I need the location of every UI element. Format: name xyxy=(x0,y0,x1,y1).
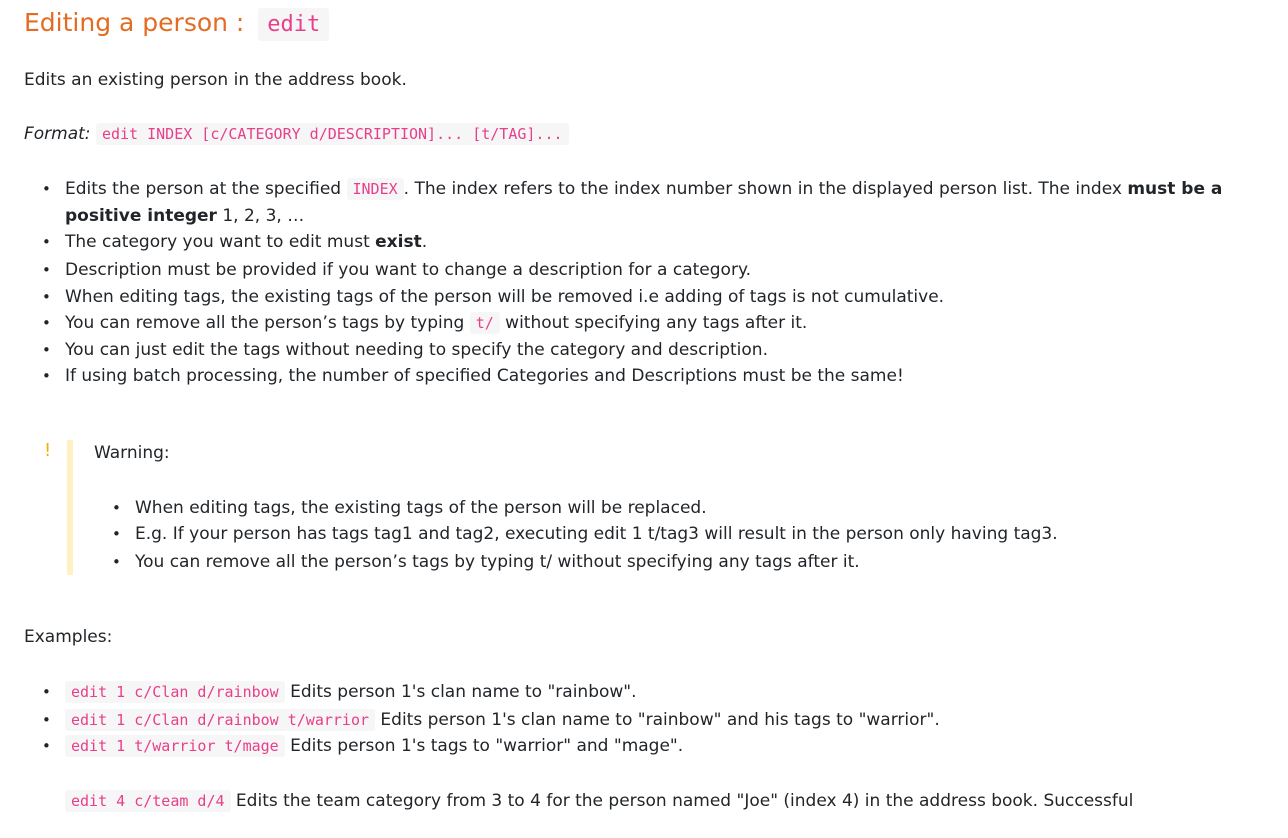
format-line xyxy=(24,122,569,146)
list-item: • If using batch processing, the number of specified Categories and Descriptions must be the same! xyxy=(42,363,904,390)
list-item: • You can remove all the person’s tags by typing t/ without specifying any tags after it. xyxy=(112,549,860,576)
warning-title: Warning: xyxy=(94,443,170,463)
section-heading: Editing a person : edit xyxy=(24,4,329,44)
list-item: • The category you want to edit must exist. xyxy=(42,229,427,256)
heading-command-code: edit xyxy=(258,8,329,41)
warning-callout-bar xyxy=(67,440,73,575)
format-label: Format: xyxy=(24,124,91,144)
list-item: • You can remove all the person’s tags by typing t/ without specifying any tags after it. xyxy=(42,310,807,337)
warning-icon: ! xyxy=(44,440,52,461)
list-item: • When editing tags, the existing tags of the person will be replaced. xyxy=(112,495,707,522)
list-item: • Edits the person at the specified INDEX . The index refers to the index number shown in the displayed person list. The index must be a positive integer 1, 2, 3, … xyxy=(42,176,1254,230)
format-code: edit INDEX [c/CATEGORY d/DESCRIPTION]... [t/TAG]... xyxy=(96,123,569,145)
intro-text: Edits an existing person in the address book. xyxy=(24,70,407,90)
list-item: • When editing tags, the existing tags of the person will be removed i.e adding of tags is not cumulative. xyxy=(42,284,944,311)
list-item: • You can just edit the tags without needing to specify the category and description. xyxy=(42,337,768,364)
list-item: • edit 1 t/warrior t/mage Edits person 1's tags to "warrior" and "mage". xyxy=(42,733,683,760)
list-item: • E.g. If your person has tags tag1 and tag2, executing edit 1 t/tag3 will result in the person only having tag3. xyxy=(112,521,1058,548)
list-item: • edit 1 c/Clan d/rainbow Edits person 1's clan name to "rainbow". xyxy=(42,679,637,706)
example-extra: edit 4 c/team d/4 Edits the team category from 3 to 4 for the person named "Joe" (index 4) in the address book. Successful xyxy=(65,789,1133,813)
list-item: • edit 1 c/Clan d/rainbow t/warrior Edits person 1's clan name to "rainbow" and his tags to "warrior". xyxy=(42,707,940,734)
list-item: • Description must be provided if you want to change a description for a category. xyxy=(42,257,751,284)
examples-label: Examples: xyxy=(24,627,113,647)
